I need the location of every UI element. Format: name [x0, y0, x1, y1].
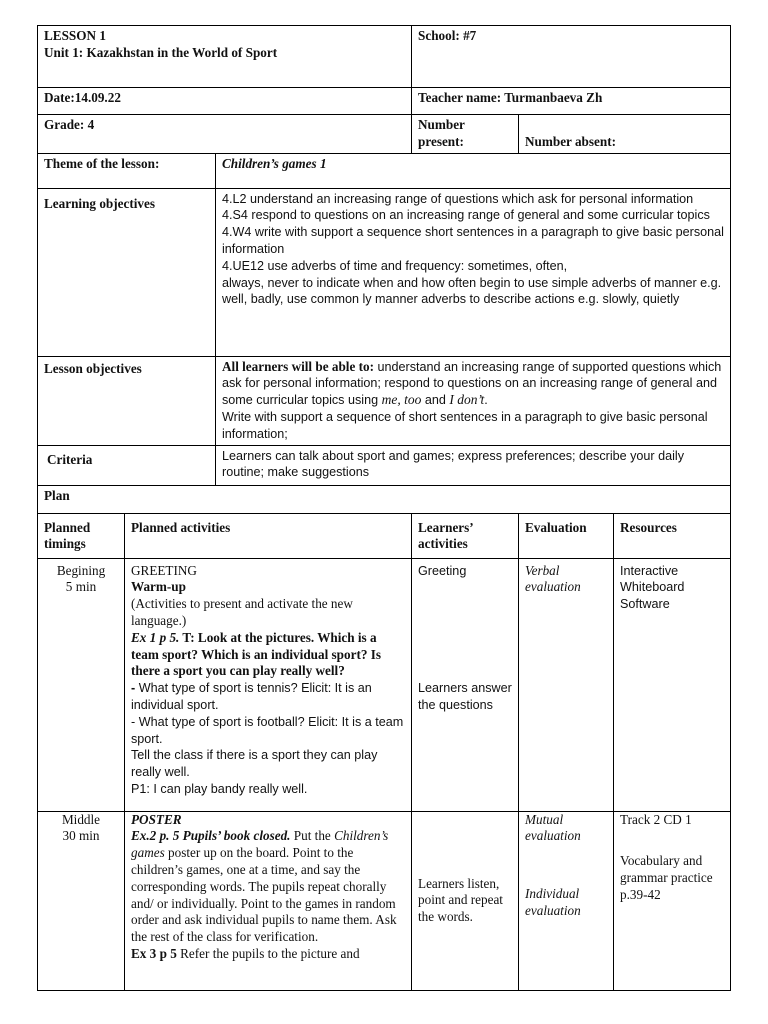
- theme-value: Children’s games 1: [222, 155, 327, 171]
- teacher-cell: [412, 88, 731, 115]
- activities-beginning: [125, 558, 412, 811]
- theme-label-cell: [38, 153, 216, 188]
- learning-objectives-label-cell: [38, 188, 216, 356]
- lesson-objectives-writing: Write with support a sequence of short sentences in a paragraph to give basic personal information;: [222, 409, 708, 441]
- objective-item: 4.L2 understand an increasing range of questions which ask for personal information: [222, 191, 694, 206]
- p1-example: P1: I can play bandy really well.: [131, 781, 308, 796]
- criteria-label: Criteria: [47, 451, 93, 467]
- criteria-value: Learners can talk about sport and games; express preferences; describe your daily routine; make suggestions: [222, 448, 685, 480]
- grade-cell: [38, 115, 412, 154]
- col-header-label: Resources: [620, 519, 677, 535]
- plan-row-beginning: [38, 558, 731, 811]
- absent-cell: [519, 115, 731, 154]
- col-header-evaluation: [519, 513, 614, 558]
- plan-label: Plan: [44, 487, 70, 503]
- stage-name: Begining: [56, 562, 106, 578]
- lesson-objectives-row: [38, 356, 731, 445]
- poster-heading: POSTER: [131, 811, 182, 827]
- learners-middle: [412, 811, 519, 990]
- col-header-label: Learners’ activities: [418, 519, 473, 552]
- learners-greeting: Greeting: [418, 563, 467, 578]
- plan-header-row: [38, 513, 731, 558]
- lesson-plan-document: [37, 25, 730, 991]
- col-header-resources: [614, 513, 731, 558]
- header-row-lesson: [38, 26, 731, 88]
- lesson-objectives-label: Lesson objectives: [44, 360, 142, 376]
- lesson-objectives-label-cell: [38, 356, 216, 445]
- ex2-text: poster up on the board. Point to the children’s games, one at a time, and say the corresponding words. The pupils repeat chorally and/ or individually. Point to the games in random order and ask individual pupils to name them. Ask the rest of the class for verification.: [131, 845, 397, 945]
- ex3-ref: Ex 3 p 5: [131, 945, 177, 961]
- date-label: Date:14.09.22: [44, 90, 121, 105]
- resources-middle: [614, 811, 731, 990]
- objective-item: always, never to indicate when and how often begin to use simple adverbs of manner e.g. well, badly, use common ly manner adverbs to describe actions e.g. slowly, quietly: [222, 275, 722, 307]
- col-header-label: Planned timings: [44, 519, 91, 552]
- learners-answer: Learners answer the questions: [418, 681, 512, 713]
- col-header-label: Evaluation: [525, 519, 587, 535]
- question-football: - What type of sport is football? Elicit: It is a team sport.: [131, 714, 404, 746]
- school-cell: [412, 26, 731, 88]
- absent-label: Number absent:: [525, 133, 616, 149]
- theme-value-cell: [216, 153, 731, 188]
- evaluation-individual: Individual evaluation: [525, 886, 581, 918]
- lesson-cell: [38, 26, 412, 88]
- lesson-objectives-me-too: me, too: [381, 392, 422, 408]
- criteria-row: [38, 445, 731, 485]
- ex2-put: Put the: [290, 828, 335, 844]
- stage-name: Middle: [61, 811, 101, 827]
- ex2-ref: Ex.2 p. 5 Pupils’ book closed.: [131, 828, 291, 844]
- dash: -: [131, 681, 136, 696]
- ex1-ref: Ex 1 p 5.: [131, 629, 180, 645]
- lesson-objectives-and: and: [421, 393, 450, 408]
- tell-class: Tell the class if there is a sport they can play really well.: [131, 748, 378, 780]
- col-header-timings: [38, 513, 125, 558]
- learners-beginning: [412, 558, 519, 811]
- objective-item: 4.UE12 use adverbs of time and frequency: sometimes, often,: [222, 258, 568, 273]
- timing-middle: [38, 811, 125, 990]
- col-header-learners: [412, 513, 519, 558]
- theme-label: Theme of the lesson:: [44, 155, 160, 171]
- criteria-cell: [216, 445, 731, 485]
- grade-label: Grade: 4: [44, 117, 95, 132]
- evaluation-verbal: Verbal evaluation: [525, 562, 581, 595]
- lesson-objectives-text: understand an increasing range of supported questions which ask for personal information; respond to questions on an increasing range of general and some curricular topics using: [222, 359, 722, 408]
- objective-item: 4.S4 respond to questions on an increasing range of general and some curricular topics: [222, 208, 710, 223]
- plan-row: [38, 485, 731, 513]
- present-label: Number present:: [418, 117, 465, 149]
- evaluation-beginning: [519, 558, 614, 811]
- learning-objectives-label: Learning objectives: [44, 195, 155, 211]
- learning-objectives-cell: [216, 188, 731, 356]
- header-row-date: [38, 88, 731, 115]
- timing-beginning: [38, 558, 125, 811]
- greeting-heading: GREETING: [131, 562, 197, 578]
- present-cell: [412, 115, 519, 154]
- teacher-label: Teacher name: Turmanbaeva Zh: [418, 90, 603, 105]
- warmup-note: (Activities to present and activate the new language.): [131, 596, 353, 628]
- header-row-grade: [38, 115, 731, 154]
- plan-row-middle: [38, 811, 731, 990]
- plan-label-cell: [38, 485, 731, 513]
- poster-title: Children’s games: [131, 828, 389, 861]
- school-label: School: #7: [418, 28, 477, 43]
- activities-middle: [125, 811, 412, 990]
- evaluation-mutual: Mutual evaluation: [525, 811, 581, 844]
- col-header-activities: [125, 513, 412, 558]
- criteria-label-cell: [38, 445, 216, 485]
- lesson-objectives-cell: [216, 356, 731, 445]
- stage-time: 5 min: [65, 579, 97, 595]
- lesson-number: LESSON 1: [44, 28, 106, 43]
- theme-row: [38, 153, 731, 188]
- evaluation-middle: [519, 811, 614, 990]
- lesson-objectives-lead: All learners will be able to:: [222, 358, 374, 374]
- stage-time: 30 min: [62, 828, 100, 844]
- ex3-text: Refer the pupils to the picture and: [176, 945, 360, 961]
- resources-track: Track 2 CD 1: [620, 811, 692, 827]
- lesson-objectives-period: .: [484, 393, 488, 408]
- warmup-heading: Warm-up: [131, 579, 186, 595]
- resources-whiteboard: Interactive Whiteboard Software: [620, 563, 685, 612]
- objective-item: 4.W4 write with support a sequence short sentences in a paragraph to give basic personal information: [222, 225, 724, 256]
- unit-title: Unit 1: Kazakhstan in the World of Sport: [44, 44, 278, 60]
- lesson-plan-table: [37, 25, 731, 991]
- lesson-objectives-i-dont: I don’t: [449, 392, 485, 408]
- learners-listen: Learners listen, point and repeat the words.: [418, 875, 503, 925]
- learning-objectives-row: [38, 188, 731, 356]
- date-cell: [38, 88, 412, 115]
- question-tennis: What type of sport is tennis? Elicit: It is an individual sport.: [131, 681, 372, 712]
- col-header-label: Planned activities: [131, 519, 231, 535]
- resources-beginning: [614, 558, 731, 811]
- resources-practice: Vocabulary and grammar practice p.39-42: [620, 853, 713, 902]
- ex1-task: T: Look at the pictures. Which is a team sport? Which is an individual sport? Is there a sport you can play really well?: [131, 629, 382, 679]
